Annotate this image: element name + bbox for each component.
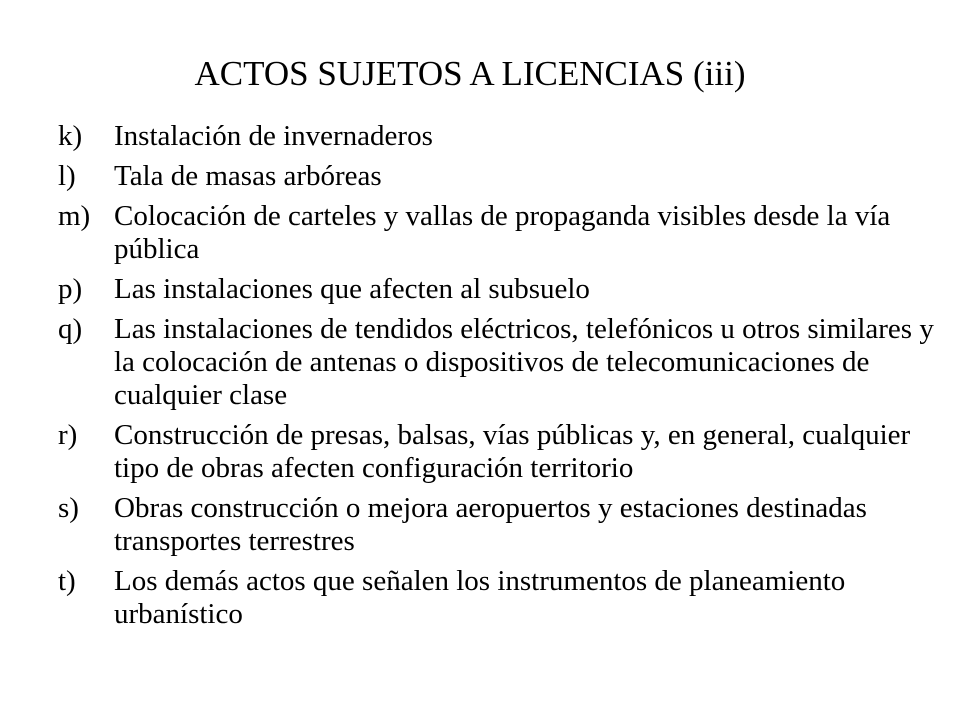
list-item (58, 200, 938, 266)
slide-title: ACTOS SUJETOS A LICENCIAS (iii) (194, 54, 746, 93)
item-marker: r) (58, 419, 78, 451)
item-marker: s) (58, 492, 79, 524)
item-text: Colocación de carteles y vallas de propaganda visibles desde la vía pública (114, 200, 891, 265)
list-item (58, 419, 938, 485)
item-text: Las instalaciones que afecten al subsuelo (114, 273, 590, 305)
item-marker: p) (58, 273, 83, 305)
item-marker: l) (58, 160, 76, 192)
list-item (58, 492, 938, 558)
item-text: Los demás actos que señalen los instrumentos de planeamiento urbanístico (114, 565, 846, 630)
list-item (58, 120, 938, 153)
item-marker: k) (58, 120, 83, 152)
list-item (58, 565, 938, 631)
item-text: Construcción de presas, balsas, vías públicas y, en general, cualquier tipo de obras afecten configuración territorio (114, 419, 911, 484)
item-text: Obras construcción o mejora aeropuertos y estaciones destinadas transportes terrestres (114, 492, 867, 557)
item-list (58, 120, 938, 638)
item-text: Las instalaciones de tendidos eléctricos, telefónicos u otros similares y la colocación de antenas o dispositivos de telecomunicaciones de cualquier clase (114, 313, 934, 411)
list-item (58, 273, 938, 306)
item-marker: q) (58, 313, 83, 345)
item-text: Instalación de invernaderos (114, 120, 433, 152)
item-marker: t) (58, 565, 76, 597)
item-marker: m) (58, 200, 91, 232)
list-item (58, 313, 938, 412)
item-text: Tala de masas arbóreas (114, 160, 382, 192)
list-item (58, 160, 938, 193)
